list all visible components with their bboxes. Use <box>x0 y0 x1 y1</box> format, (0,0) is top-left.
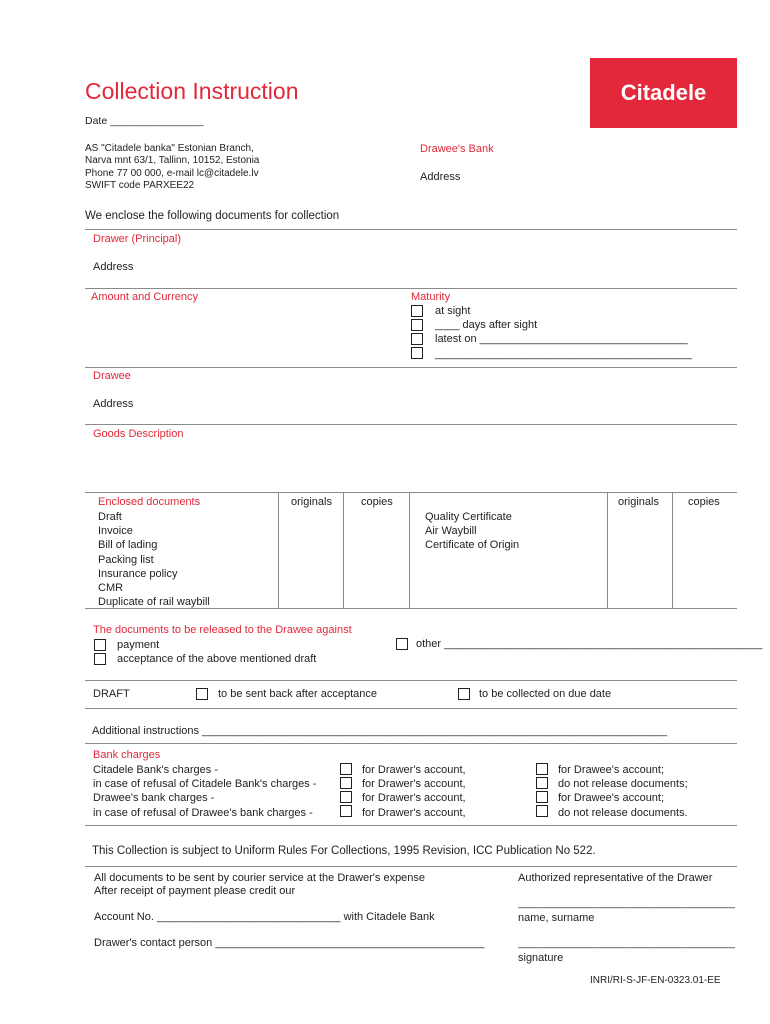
amount-currency-label: Amount and Currency <box>91 291 198 303</box>
authorized-representative-label: Authorized representative of the Drawer <box>518 872 713 884</box>
bank-info-line: Narva mnt 63/1, Tallinn, 10152, Estonia <box>85 155 260 167</box>
page-title: Collection Instruction <box>85 78 299 104</box>
charges-row-label: in case of refusal of Citadele Bank's charges - <box>93 778 317 791</box>
drawer-label: Drawer (Principal) <box>93 233 182 245</box>
drawer-address[interactable]: Address <box>93 261 134 273</box>
document-item: Draft <box>98 511 122 523</box>
charges-drawer-option: for Drawer's account, <box>362 778 466 791</box>
charges-row-label: Citadele Bank's charges - <box>93 764 218 776</box>
release-option: acceptance of the above mentioned draft <box>117 653 317 666</box>
credit-line: After receipt of payment please credit our <box>94 885 296 897</box>
divider <box>85 229 737 230</box>
document-item: Invoice <box>98 525 133 538</box>
divider <box>85 492 737 493</box>
col-copies-left: copies <box>361 496 393 508</box>
bank-charges-label: Bank charges <box>93 749 161 761</box>
table-divider <box>409 492 410 608</box>
document-item: Certificate of Origin <box>425 539 520 552</box>
courier-line: All documents to be sent by courier service at the Drawer's expense <box>94 872 426 884</box>
signature-label: signature <box>518 952 564 964</box>
table-divider <box>672 492 673 608</box>
col-originals-left: originals <box>291 496 332 508</box>
document-item: Insurance policy <box>98 567 178 580</box>
release-options <box>117 638 316 666</box>
divider <box>85 680 737 681</box>
charges-drawee-option: do not release documents; <box>558 778 688 791</box>
document-item: Duplicate of rail waybill <box>98 596 210 609</box>
draft-collected-checkbox[interactable] <box>458 688 470 700</box>
enclosed-docs-left <box>98 510 210 609</box>
table-divider <box>278 492 279 608</box>
maturity-option: at sight <box>435 305 471 317</box>
citadele-logo <box>590 58 737 128</box>
charges-drawer-checkbox[interactable] <box>340 763 352 775</box>
drawees-bank-address[interactable]: Address <box>420 171 461 183</box>
date-field[interactable]: Date ________________ <box>85 115 204 127</box>
charges-drawee-checkbox[interactable] <box>536 791 548 803</box>
document-item: Bill of lading <box>98 539 158 552</box>
divider <box>85 608 737 609</box>
maturity-option: latest on __________________________________ <box>435 333 688 346</box>
charges-drawer-option: for Drawer's account, <box>362 764 466 776</box>
maturity-options <box>435 304 692 361</box>
drawee-address[interactable]: Address <box>93 398 134 410</box>
bank-charges-rows <box>93 763 316 820</box>
draft-label: DRAFT <box>93 688 130 700</box>
name-line[interactable]: _______________________________________ <box>518 898 735 909</box>
logo-text: Citadele <box>620 80 707 105</box>
charges-row-label: in case of refusal of Drawee's bank charges - <box>93 806 313 819</box>
release-other-checkbox[interactable] <box>396 638 408 650</box>
divider <box>85 367 737 368</box>
divider <box>85 743 737 744</box>
maturity-label: Maturity <box>411 291 451 303</box>
document-item: CMR <box>98 582 124 595</box>
col-copies-right: copies <box>688 496 720 508</box>
charges-drawer-checkbox[interactable] <box>340 791 352 803</box>
bank-info-line: Phone 77 00 000, e-mail lc@citadele.lv <box>85 167 259 179</box>
document-item: Air Waybill <box>425 525 477 538</box>
charges-drawer-option: for Drawer's account, <box>362 806 466 819</box>
charges-drawer-option: for Drawer's account, <box>362 792 466 805</box>
enclosed-documents-label: Enclosed documents <box>98 496 201 508</box>
urc-text: This Collection is subject to Uniform Rules For Collections, 1995 Revision, ICC Publication No 522. <box>92 845 596 857</box>
draft-sent-back-checkbox[interactable] <box>196 688 208 700</box>
maturity-option: __________________________________________ <box>435 347 692 360</box>
release-acceptance-checkbox[interactable] <box>94 653 106 665</box>
drawee-label: Drawee <box>93 370 131 382</box>
divider <box>85 866 737 867</box>
release-payment-checkbox[interactable] <box>94 639 106 651</box>
charges-drawee-option: for Drawee's account; <box>558 792 665 805</box>
enclosed-docs-right <box>425 510 519 553</box>
bank-info-line: SWIFT code PARXEE22 <box>85 180 195 192</box>
release-other-field[interactable]: other ____________________________________________________ <box>416 638 763 650</box>
bank-info-line: AS "Citadele banka" Estonian Branch, <box>85 143 254 154</box>
table-divider <box>607 492 608 608</box>
divider <box>85 708 737 709</box>
charges-drawer-checkbox[interactable] <box>340 805 352 817</box>
document-code: INRI/RI-S-JF-EN-0323.01-EE <box>590 975 721 986</box>
charges-drawee-option: do not release documents. <box>558 806 688 819</box>
enclose-text: We enclose the following documents for collection <box>85 210 340 222</box>
draft-sent-back-label: to be sent back after acceptance <box>218 688 377 700</box>
divider <box>85 424 737 425</box>
divider <box>85 825 737 826</box>
charges-drawer-checkbox[interactable] <box>340 777 352 789</box>
maturity-other-checkbox[interactable] <box>411 347 423 359</box>
maturity-at-sight-checkbox[interactable] <box>411 305 423 317</box>
maturity-days-checkbox[interactable] <box>411 319 423 331</box>
document-item: Quality Certificate <box>425 511 512 523</box>
charges-drawee-options <box>558 763 688 820</box>
charges-drawee-checkbox[interactable] <box>536 805 548 817</box>
drawees-bank-label: Drawee's Bank <box>420 143 494 155</box>
divider <box>85 288 737 289</box>
release-label: The documents to be released to the Drawee against <box>93 624 352 636</box>
charges-drawee-checkbox[interactable] <box>536 763 548 775</box>
additional-instructions-field[interactable]: Additional instructions ____________________________________________________________________________ <box>92 725 668 737</box>
courier-note <box>94 872 425 898</box>
contact-person-field[interactable]: Drawer's contact person ____________________________________________ <box>94 937 485 949</box>
release-option: payment <box>117 639 160 651</box>
signature-line[interactable]: _______________________________________ <box>518 938 735 949</box>
maturity-latest-checkbox[interactable] <box>411 333 423 345</box>
maturity-option: ____ days after sight <box>435 319 538 332</box>
document-item: Packing list <box>98 553 154 566</box>
table-divider <box>343 492 344 608</box>
charges-row-label: Drawee's bank charges - <box>93 792 215 805</box>
draft-collected-label: to be collected on due date <box>479 688 612 700</box>
bank-info <box>85 143 259 193</box>
col-originals-right: originals <box>618 496 659 508</box>
charges-drawer-options <box>362 763 466 820</box>
goods-description-label: Goods Description <box>93 428 184 440</box>
name-surname-label: name, surname <box>518 912 595 924</box>
charges-drawee-option: for Drawee's account; <box>558 764 665 776</box>
charges-drawee-checkbox[interactable] <box>536 777 548 789</box>
account-number-field[interactable]: Account No. ______________________________ with Citadele Bank <box>94 911 435 923</box>
